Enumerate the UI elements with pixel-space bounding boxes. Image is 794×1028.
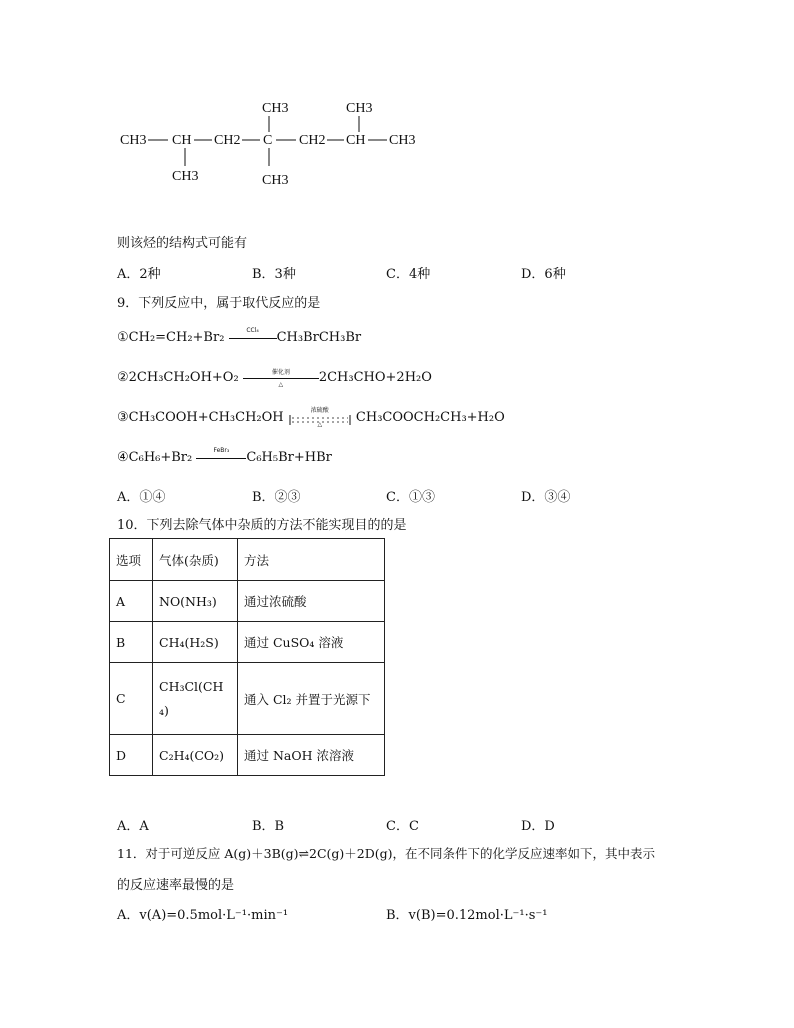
table-header-cell: 气体(杂质) xyxy=(153,539,238,581)
chain-ch3-right: CH3 xyxy=(389,133,416,148)
q8-option-b: B．3种 xyxy=(252,267,296,282)
q10-table xyxy=(109,538,385,776)
table-cell: B xyxy=(110,622,153,663)
table-cell: D xyxy=(110,735,153,776)
q9-option-d: D．③④ xyxy=(521,490,571,505)
q8-option-a: A．2种 xyxy=(117,267,161,282)
table-cell: C xyxy=(110,663,153,735)
reaction-reactants: CH₃COOH+CH₃CH₂OH xyxy=(128,410,284,425)
branch-ch3-c4-down: CH3 xyxy=(262,173,289,188)
reaction-number: ③ xyxy=(117,410,129,425)
reaction-products: CH₃COOCH₂CH₃+H₂O xyxy=(355,410,505,425)
q8-prompt: 则该烃的结构式可能有 xyxy=(117,236,248,251)
branch-ch3-c2: CH3 xyxy=(172,169,199,184)
q10-title: 10．下列去除气体中杂质的方法不能实现目的的是 xyxy=(117,518,407,533)
reaction-products: C₆H₅Br+HBr xyxy=(246,450,332,465)
table-row xyxy=(110,735,385,776)
table-header-cell: 选项 xyxy=(110,539,153,581)
table-cell: NO(NH₃) xyxy=(153,581,238,622)
chain-ch-2: CH xyxy=(172,133,192,148)
table-cell: CH₄(H₂S) xyxy=(153,622,238,663)
chain-ch-6: CH xyxy=(346,133,366,148)
q9-reaction-1 xyxy=(117,326,362,345)
q11-line-2: 的反应速率最慢的是 xyxy=(117,878,235,893)
chain-ch3-left: CH3 xyxy=(120,133,147,148)
structural-formula xyxy=(110,96,430,192)
q9-option-c: C．①③ xyxy=(386,490,435,505)
q9-title: 9．下列反应中，属于取代反应的是 xyxy=(117,296,321,311)
q11-option-b: B．v(B)=0.12mol·L⁻¹·s⁻¹ xyxy=(386,908,548,923)
q9-reaction-2 xyxy=(117,368,432,388)
table-row xyxy=(110,663,385,735)
chain-c-4: C xyxy=(263,133,273,148)
table-row xyxy=(110,622,385,663)
q11-line-1: 11．对于可逆反应 A(g)＋3B(g)⇌2C(g)＋2D(g)，在不同条件下的化学反应速率如下，其中表示 xyxy=(117,846,656,861)
q8-option-d: D．6种 xyxy=(521,267,566,282)
q9-option-a: A．①④ xyxy=(117,490,166,505)
table-header-row xyxy=(110,539,385,581)
q11-option-a: A．v(A)=0.5mol·L⁻¹·min⁻¹ xyxy=(117,908,289,923)
q10-option-b: B．B xyxy=(252,819,285,834)
chain-ch2-3: CH2 xyxy=(214,133,241,148)
table-cell: C₂H₄(CO₂) xyxy=(153,735,238,776)
reaction-products: CH₃BrCH₃Br xyxy=(276,330,362,345)
q10-option-a: A．A xyxy=(117,819,149,834)
branch-ch3-c6: CH3 xyxy=(346,101,373,116)
reaction-number: ④ xyxy=(117,450,129,465)
q9-option-b: B．②③ xyxy=(252,490,301,505)
q9-reaction-3 xyxy=(117,406,505,428)
table-cell: A xyxy=(110,581,153,622)
reaction-products: 2CH₃CHO+2H₂O xyxy=(318,370,432,385)
table-header-cell: 方法 xyxy=(238,539,385,581)
table-row xyxy=(110,581,385,622)
table-cell: 通入 Cl₂ 并置于光源下 xyxy=(238,663,385,735)
reaction-arrow: CCl₄ xyxy=(229,337,277,339)
q8-option-c: C．4种 xyxy=(386,267,431,282)
reaction-number: ② xyxy=(117,370,129,385)
q10-option-d: D．D xyxy=(521,819,555,834)
reaction-reactants: C₆H₆+Br₂ xyxy=(128,450,193,465)
reaction-number: ① xyxy=(117,330,129,345)
reversible-arrow: 浓硫酸 △ xyxy=(310,406,329,428)
reaction-reactants: 2CH₃CH₂OH+O₂ xyxy=(128,370,239,385)
chain-ch2-5: CH2 xyxy=(299,133,326,148)
q9-reaction-4 xyxy=(117,446,332,465)
branch-ch3-c4-up: CH3 xyxy=(262,101,289,116)
q10-option-c: C．C xyxy=(386,819,419,834)
table-cell: 通过浓硫酸 xyxy=(238,581,385,622)
reaction-reactants: CH₂=CH₂+Br₂ xyxy=(128,330,225,345)
table-cell: 通过 CuSO₄ 溶液 xyxy=(238,622,385,663)
reaction-arrow: FeBr₃ xyxy=(196,457,246,459)
table-cell: CH₃Cl(CH₄) xyxy=(153,663,238,735)
table-cell: 通过 NaOH 浓溶液 xyxy=(238,735,385,776)
reaction-arrow: 催化剂 △ xyxy=(243,377,319,379)
